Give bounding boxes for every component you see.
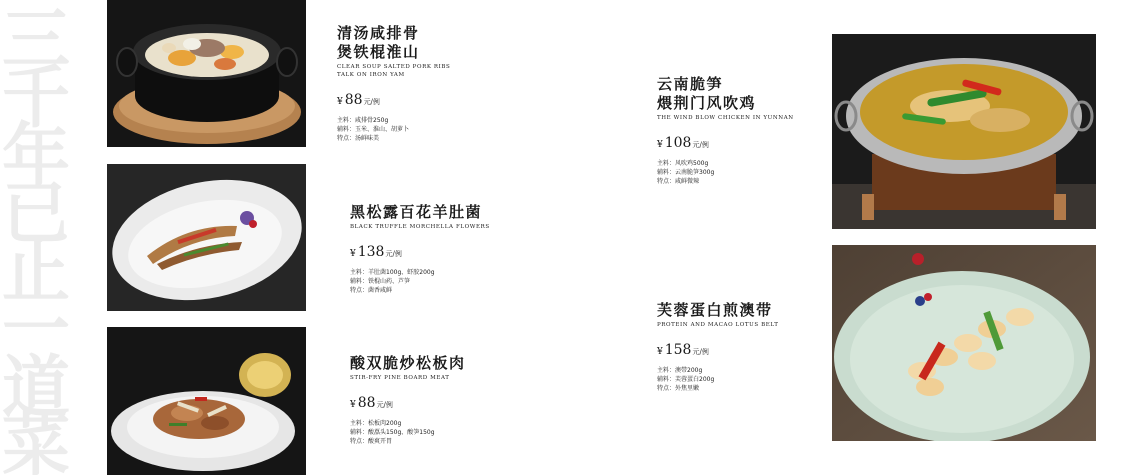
detail-line: 特点：外焦里嫩 <box>657 385 700 392</box>
dish-english-line: PROTEIN AND MACAO LOTUS BELT <box>657 322 779 328</box>
deco-char: 千 <box>2 58 71 138</box>
dish-details <box>657 159 794 186</box>
dish-title-line: 芙蓉蛋白煎澳带 <box>657 301 773 319</box>
dish-price <box>337 89 450 108</box>
dish-details <box>337 116 450 143</box>
detail-line: 辅料：玉米、淮山、胡萝卜 <box>337 126 410 133</box>
dish-price <box>350 392 466 411</box>
detail-line: 特点：汤鲜味美 <box>337 135 380 142</box>
dish-title-line: 酸双脆炒松板肉 <box>350 354 466 372</box>
price-value: 158 <box>664 342 692 358</box>
menu-item-pork-ribs-soup <box>337 24 450 143</box>
price-value: 138 <box>357 244 385 260</box>
dish-title-line: 煲铁棍淮山 <box>337 43 420 61</box>
currency-symbol: ¥ <box>350 400 356 410</box>
price-unit: 元/例 <box>363 98 380 106</box>
detail-line: 辅料：云南脆笋300g <box>657 169 715 176</box>
detail-line: 特点：酸爽开胃 <box>350 438 393 445</box>
dish-english-line: TALK ON IRON YAM <box>337 72 405 78</box>
detail-line: 主料：风吹鸡500g <box>657 160 709 167</box>
deco-char: 菜 <box>2 406 71 475</box>
currency-symbol: ¥ <box>657 347 663 357</box>
dish-english-name <box>337 63 450 79</box>
currency-symbol: ¥ <box>657 140 663 150</box>
price-value: 88 <box>357 395 376 411</box>
detail-line: 特点：咸鲜微辣 <box>657 178 700 185</box>
dish-photo-morel <box>107 164 306 311</box>
dish-english-line: CLEAR SOUP SALTED PORK RIBS <box>337 64 451 70</box>
detail-line: 辅料：铁棍山药、芦笋 <box>350 278 411 285</box>
price-unit: 元/例 <box>692 348 709 356</box>
detail-line: 辅料：酸藠头150g、酸笋150g <box>350 429 435 436</box>
currency-symbol: ¥ <box>350 249 356 259</box>
detail-line: 主料：羊肚菌100g、虾胶200g <box>350 269 435 276</box>
price-unit: 元/例 <box>692 141 709 149</box>
menu-item-pine-board-meat <box>350 354 466 446</box>
currency-symbol: ¥ <box>337 97 343 107</box>
dish-title <box>657 75 794 113</box>
menu-item-wind-blow-chicken <box>657 75 794 186</box>
price-value: 88 <box>344 92 363 108</box>
dish-details <box>657 366 778 393</box>
menu-item-morel <box>350 203 490 295</box>
deco-char: 止 <box>2 232 71 312</box>
dish-title-line: 云南脆笋 <box>657 75 724 93</box>
dish-english-name <box>657 321 778 329</box>
dish-english-name <box>350 374 466 382</box>
deco-char: 三 <box>2 0 71 80</box>
dish-photo-scallops <box>832 245 1096 441</box>
price-unit: 元/例 <box>385 250 402 258</box>
dish-photo-wind-blow-chicken <box>832 34 1096 229</box>
dish-english-name <box>350 223 490 231</box>
dish-details <box>350 419 466 446</box>
dish-english-line: STIR-FRY PINE BOARD MEAT <box>350 375 450 381</box>
dish-price <box>657 132 794 151</box>
dish-title <box>350 354 466 373</box>
dish-english-line: BLACK TRUFFLE MORCHELLA FLOWERS <box>350 224 490 230</box>
detail-line: 主料：松板肉200g <box>350 420 402 427</box>
dish-title <box>657 301 778 320</box>
dish-english-name <box>657 114 794 122</box>
dish-english-line: THE WIND BLOW CHICKEN IN YUNNAN <box>657 115 794 121</box>
dish-title-line: 清汤咸排骨 <box>337 24 420 42</box>
dish-title <box>350 203 490 222</box>
decorative-calligraphy <box>0 0 100 475</box>
dish-price <box>657 339 778 358</box>
detail-line: 主料：澳带200g <box>657 367 703 374</box>
detail-line: 特点：菌香咸鲜 <box>350 287 393 294</box>
dish-title-line: 煨荆门风吹鸡 <box>657 94 757 112</box>
dish-photo-pork-ribs-soup <box>107 0 306 147</box>
price-unit: 元/例 <box>376 401 393 409</box>
deco-char: 一 <box>2 290 71 370</box>
dish-price <box>350 241 490 260</box>
detail-line: 主料：咸排骨250g <box>337 117 389 124</box>
price-value: 108 <box>664 135 692 151</box>
dish-title-line: 黑松露百花羊肚菌 <box>350 203 483 221</box>
dish-details <box>350 268 490 295</box>
deco-char: 道 <box>2 348 71 428</box>
dish-title <box>337 24 450 62</box>
deco-char: 已 <box>2 174 71 254</box>
detail-line: 辅料：芙蓉蛋白200g <box>657 376 715 383</box>
menu-item-scallops <box>657 301 778 393</box>
deco-char: 年 <box>2 116 71 196</box>
dish-photo-pine-board-meat <box>107 327 306 475</box>
